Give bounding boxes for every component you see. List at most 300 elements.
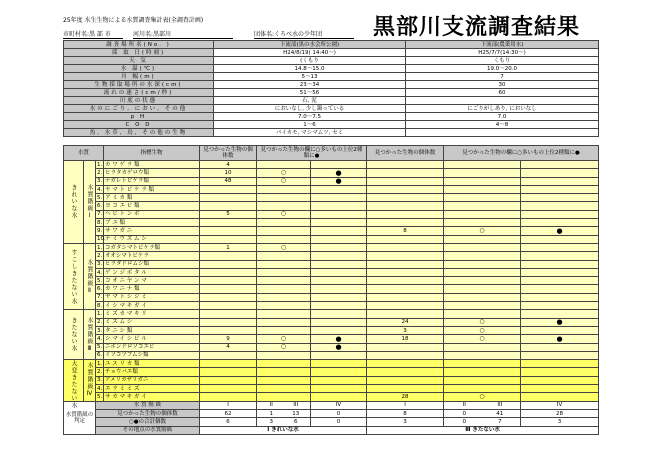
site1-found-mark: ○: [257, 343, 311, 351]
site1-count: [200, 285, 257, 293]
site1-top-mark: [311, 393, 367, 401]
judge-value: III: [293, 402, 299, 409]
quality-grade: 水質階級Ⅲ: [84, 310, 96, 360]
site1-found-mark: [257, 219, 311, 227]
site2-count: 18: [367, 335, 444, 343]
site2-found-mark: [444, 243, 521, 251]
site2-top-mark: [521, 219, 599, 227]
quality-name: すこしきたない水: [64, 243, 84, 309]
site1-count: 10: [200, 169, 257, 177]
site1-count: [200, 219, 257, 227]
site2-top-mark: [521, 161, 599, 169]
species-name: サ ワ ガ ニ: [104, 227, 200, 235]
site1-count: 9: [200, 335, 257, 343]
site1-top-mark: [311, 285, 367, 293]
site2-count: [367, 161, 444, 169]
site2-found-mark: [444, 368, 521, 376]
survey-site1-value: においなし, 少し濁っている: [214, 105, 406, 113]
survey-row: [64, 49, 599, 57]
site1-found-mark: [257, 376, 311, 384]
judge-value-pair: [444, 418, 521, 426]
site1-found-mark: [257, 285, 311, 293]
survey-table: [63, 40, 599, 137]
site2-top-mark: [521, 343, 599, 351]
judge-value: II: [462, 402, 466, 409]
survey-site1-value: 7.0～7.5: [214, 113, 406, 121]
species-row: [64, 161, 599, 169]
site2-found-mark: [444, 360, 521, 368]
judge-value-pair: [257, 418, 311, 426]
group-label: 団体名:くろべ水の少年団: [254, 29, 354, 39]
judge-value: 41: [496, 410, 504, 417]
species-name: カ ワ ニ ナ 類: [104, 285, 200, 293]
survey-site1-value: H24/8/19( 14:40～): [214, 49, 406, 57]
site1-count: [200, 260, 257, 268]
site2-count: [367, 177, 444, 185]
site1-top-mark: [311, 227, 367, 235]
judge-value: 3: [367, 418, 444, 426]
site1-found-mark: ○: [257, 243, 311, 251]
judge-value: 0: [311, 418, 367, 426]
judge-value: I: [200, 401, 257, 409]
judge-value: 28: [521, 409, 599, 417]
species-row: [64, 268, 599, 276]
judge-value: 0: [311, 409, 367, 417]
species-no: 2.: [97, 252, 103, 259]
species-row: [64, 318, 599, 326]
site1-count: [200, 393, 257, 401]
survey-site2-value: [406, 97, 599, 105]
site2-found-mark: [444, 351, 521, 359]
site1-found-mark: [257, 252, 311, 260]
judge-value: 8: [367, 409, 444, 417]
species-row: [64, 368, 599, 376]
survey-site1-value: バイカモ, マシマムツ, セミ: [214, 129, 406, 137]
site1-found-mark: [257, 194, 311, 202]
species-row: [64, 285, 599, 293]
site2-count: [367, 285, 444, 293]
survey-row-label: 水のにごり, におい, その他: [64, 105, 214, 113]
site1-top-mark: [311, 260, 367, 268]
survey-row-label: 川 幅(m): [64, 73, 214, 81]
site2-top-mark: [521, 376, 599, 384]
species-no: 8.: [97, 302, 103, 309]
site1-found-mark: [257, 202, 311, 210]
site2-found-mark: [444, 235, 521, 243]
site2-count: [367, 343, 444, 351]
site1-count: [200, 252, 257, 260]
site1-top-mark: [311, 210, 367, 218]
site1-found-mark: [257, 161, 311, 169]
survey-site2-value: 60: [406, 89, 599, 97]
judge-value-pair: [257, 401, 311, 409]
site2-top-mark: [521, 177, 599, 185]
judge-row-label: 水 質 階 級: [96, 401, 200, 409]
site1-count: [200, 368, 257, 376]
indicator-header-row: [64, 146, 599, 161]
species-name: シ マ イ シ ビ ル: [104, 335, 200, 343]
site2-top-mark: [521, 368, 599, 376]
judge-value: 6: [200, 418, 257, 426]
site1-count: [200, 227, 257, 235]
site2-header: 下流部(農業用水): [406, 41, 599, 49]
quality-header: 水質: [64, 146, 104, 161]
site2-found-mark: [444, 285, 521, 293]
species-name: ゲ ン ジ ボ タ ル: [104, 268, 200, 276]
survey-site1-value: 5～13: [214, 73, 406, 81]
survey-site2-value: 4～8: [406, 121, 599, 129]
survey-row: [64, 81, 599, 89]
species-name: ヤ マ ト シ ジ ミ: [104, 293, 200, 301]
site2-found-mark: [444, 385, 521, 393]
species-no: 1.: [97, 244, 103, 251]
site2-count: [367, 385, 444, 393]
survey-site2-value: 7.0: [406, 113, 599, 121]
site1-top-mark: [311, 310, 367, 318]
judge-value: 0: [462, 418, 466, 425]
site2-found-mark: [444, 161, 521, 169]
river-label: 河川名:黒部川: [133, 29, 233, 39]
species-no: 2.: [97, 319, 103, 326]
species-no: 7.: [97, 211, 103, 218]
indicator-table: [63, 145, 599, 435]
site2-found-mark: [444, 185, 521, 193]
site1-found-mark: [257, 268, 311, 276]
site2-top-mark: ●: [521, 227, 599, 235]
survey-header-row: [64, 41, 599, 49]
species-header: 指標生物: [104, 146, 200, 161]
species-no: 1.: [97, 360, 103, 367]
survey-row-label: 川底の状態: [64, 97, 214, 105]
survey-row-label: 天 気: [64, 57, 214, 65]
species-no: 3.: [97, 327, 103, 334]
top-header-1: 見つかった生物の欄に○多いもの上位2種類に●: [257, 146, 367, 161]
judge-row: [64, 409, 599, 417]
site1-count: [200, 302, 257, 310]
species-row: [64, 210, 599, 218]
site2-count: 3: [367, 326, 444, 334]
judge-value: 62: [200, 409, 257, 417]
site1-count: [200, 293, 257, 301]
survey-site2-value: 7: [406, 73, 599, 81]
site1-found-mark: [257, 385, 311, 393]
survey-row: [64, 129, 599, 137]
species-no: 3.: [97, 377, 103, 384]
survey-row-label: 採 取 日(時刻): [64, 49, 214, 57]
site1-top-mark: [311, 360, 367, 368]
species-name: ミ ズ カ マ キ リ: [104, 310, 200, 318]
judge-row-label: 見つかった生物の個体数: [96, 409, 200, 417]
count-header-1: 見つかった生物の個体数: [200, 146, 257, 161]
species-no: 2.: [97, 169, 103, 176]
site2-found-mark: [444, 210, 521, 218]
site2-top-mark: [521, 310, 599, 318]
site2-count: [367, 351, 444, 359]
site1-top-mark: [311, 293, 367, 301]
quality-name: きれいな水: [64, 161, 84, 244]
species-name: ヘ ビ ト ン ボ: [104, 210, 200, 218]
species-row: [64, 310, 599, 318]
site1-count: [200, 268, 257, 276]
species-row: [64, 293, 599, 301]
site2-found-mark: ○: [444, 326, 521, 334]
species-no: 4.: [97, 269, 103, 276]
species-name: ヒラタカゲロウ類: [104, 169, 200, 177]
species-name: ユ ス リ カ 類: [104, 360, 200, 368]
site2-top-mark: [521, 302, 599, 310]
site2-count: 28: [367, 393, 444, 401]
species-no: 10.: [97, 236, 106, 243]
site1-header: 下流部(黒の水会所公園): [214, 41, 406, 49]
species-name: ニホンドロソコエビ: [104, 343, 200, 351]
site1-count: 4: [200, 161, 257, 169]
site2-count: [367, 376, 444, 384]
site2-count: [367, 202, 444, 210]
survey-row: [64, 121, 599, 129]
judge-value-pair: [257, 409, 311, 417]
species-no: 6.: [97, 352, 103, 359]
site2-count: [367, 260, 444, 268]
survey-site1-value: 石, 泥: [214, 97, 406, 105]
species-name: タ ニ シ 類: [104, 326, 200, 334]
judge-value: 7: [498, 418, 502, 425]
species-name: イソコツブムシ類: [104, 351, 200, 359]
species-row: [64, 235, 599, 243]
site1-count: [200, 277, 257, 285]
site1-found-mark: ○: [257, 177, 311, 185]
site1-top-mark: [311, 326, 367, 334]
site1-top-mark: [311, 351, 367, 359]
survey-row: [64, 57, 599, 65]
species-row: [64, 169, 599, 177]
survey-row-label: 魚, 水草, 鳥, その他の生物: [64, 129, 214, 137]
site1-count: [200, 185, 257, 193]
site1-top-mark: ●: [311, 177, 367, 185]
survey-site1-value: 51～56: [214, 89, 406, 97]
site2-found-mark: [444, 302, 521, 310]
species-row: [64, 185, 599, 193]
species-no: 1.: [97, 310, 103, 317]
species-name: ヤ マ ト ビ ケ ラ 類: [104, 185, 200, 193]
site2-found-mark: [444, 376, 521, 384]
site1-found-mark: [257, 260, 311, 268]
quality-name: 大変きたない水: [64, 360, 84, 401]
species-no: 3.: [97, 178, 103, 185]
species-name: ヨ コ エ ビ 類: [104, 202, 200, 210]
judge-result-label: その地点の水質階級: [96, 426, 200, 434]
site1-top-mark: [311, 185, 367, 193]
judge-value: 13: [292, 410, 300, 417]
survey-row: [64, 89, 599, 97]
judge-value: III: [497, 402, 503, 409]
survey-row-label: C O D: [64, 121, 214, 129]
site2-top-mark: ●: [521, 335, 599, 343]
species-row: [64, 335, 599, 343]
site1-found-mark: [257, 310, 311, 318]
species-row: [64, 393, 599, 401]
species-no: 4.: [97, 385, 103, 392]
site2-count: [367, 243, 444, 251]
site2-count: [367, 368, 444, 376]
site1-found-mark: [257, 351, 311, 359]
site2-found-mark: ○: [444, 335, 521, 343]
site2-found-mark: [444, 268, 521, 276]
survey-row: [64, 65, 599, 73]
judge-value: 3: [521, 418, 599, 426]
species-name: ミ ズ ム シ: [104, 318, 200, 326]
page-title: 黒部川支流調査結果: [373, 15, 581, 40]
site2-count: [367, 235, 444, 243]
species-row: [64, 194, 599, 202]
site2-found-mark: ○: [444, 227, 521, 235]
site2-found-mark: ○: [444, 318, 521, 326]
survey-site2-value: にごりがしあり, においなし: [406, 105, 599, 113]
survey-row-label: 生物採取場所の水深(cm): [64, 81, 214, 89]
quality-grade: 水質階級Ⅳ: [84, 360, 96, 401]
judge-label: 水質階級の判定: [64, 401, 96, 434]
quality-name: きたない水: [64, 310, 84, 360]
site1-top-mark: [311, 385, 367, 393]
survey-site1-value: 23～34: [214, 81, 406, 89]
site2-top-mark: [521, 293, 599, 301]
species-no: 6.: [97, 286, 103, 293]
site1-count: [200, 360, 257, 368]
site1-top-mark: [311, 194, 367, 202]
site2-found-mark: [444, 202, 521, 210]
judge-result-row: [64, 426, 599, 434]
site2-top-mark: [521, 169, 599, 177]
site2-top-mark: [521, 260, 599, 268]
species-row: [64, 360, 599, 368]
species-name: カ ワ ゲ ラ 類: [104, 161, 200, 169]
site2-top-mark: [521, 351, 599, 359]
site2-found-mark: [444, 177, 521, 185]
judge-value-pair: [444, 409, 521, 417]
site1-found-mark: [257, 227, 311, 235]
site1-count: [200, 202, 257, 210]
site1-count: 5: [200, 210, 257, 218]
site1-top-mark: [311, 202, 367, 210]
site1-top-mark: ●: [311, 169, 367, 177]
site1-top-mark: [311, 376, 367, 384]
top-header-2: 見つかった生物の欄に○多いもの上位2種類に●: [444, 146, 599, 161]
species-no: 1.: [97, 161, 103, 168]
species-name: サ カ マ キ ガ イ: [104, 393, 200, 401]
site1-top-mark: ●: [311, 335, 367, 343]
site1-top-mark: [311, 243, 367, 251]
quality-grade: 水質階級Ⅰ: [84, 161, 96, 244]
species-no: 9.: [97, 228, 103, 235]
species-no: 5.: [97, 194, 103, 201]
species-name: コガタシマトビケラ類: [104, 243, 200, 251]
species-name: ヒラタドロムシ類: [104, 260, 200, 268]
species-row: [64, 227, 599, 235]
site1-top-mark: [311, 235, 367, 243]
site1-top-mark: [311, 161, 367, 169]
site1-top-mark: [311, 302, 367, 310]
species-no: 6.: [97, 203, 103, 210]
species-row: [64, 243, 599, 251]
survey-site2-value: 19.0～20.0: [406, 65, 599, 73]
site1-count: [200, 351, 257, 359]
site2-top-mark: [521, 210, 599, 218]
judge-value: I: [367, 401, 444, 409]
site2-count: [367, 360, 444, 368]
site2-found-mark: [444, 310, 521, 318]
survey-site2-value: [406, 129, 599, 137]
site1-top-mark: [311, 252, 367, 260]
survey-site1-value: 1～6: [214, 121, 406, 129]
city-label: 市町村名:黒 部 市: [63, 29, 123, 39]
site2-top-mark: [521, 202, 599, 210]
judge-row: [64, 418, 599, 426]
site2-top-mark: [521, 360, 599, 368]
site1-found-mark: ○: [257, 169, 311, 177]
site2-top-mark: [521, 385, 599, 393]
site2-count: [367, 185, 444, 193]
site2-top-mark: [521, 326, 599, 334]
species-no: 5.: [97, 277, 103, 284]
species-name: ア ミ カ 類: [104, 194, 200, 202]
site2-found-mark: [444, 293, 521, 301]
site2-result: Ⅲ きたない水: [367, 426, 599, 434]
site2-top-mark: [521, 243, 599, 251]
species-row: [64, 351, 599, 359]
species-no: 3.: [97, 261, 103, 268]
species-row: [64, 252, 599, 260]
quality-grade: 水質階級Ⅱ: [84, 243, 96, 309]
species-row: [64, 302, 599, 310]
site2-top-mark: [521, 277, 599, 285]
judge-row: [64, 401, 599, 409]
survey-row: [64, 97, 599, 105]
site1-found-mark: [257, 360, 311, 368]
site1-count: [200, 194, 257, 202]
site1-top-mark: [311, 368, 367, 376]
site1-top-mark: [311, 318, 367, 326]
species-no: 4.: [97, 186, 103, 193]
species-name: イ シ マ キ ガ イ: [104, 302, 200, 310]
site1-count: 48: [200, 177, 257, 185]
site2-top-mark: [521, 393, 599, 401]
site2-count: [367, 252, 444, 260]
count-header-2: 見つかった生物の個体数: [367, 146, 444, 161]
species-no: 8.: [97, 219, 103, 226]
site1-top-mark: ●: [311, 343, 367, 351]
site1-top-mark: [311, 219, 367, 227]
species-name: アメリカザリガニ: [104, 376, 200, 384]
site2-count: [367, 169, 444, 177]
site2-top-mark: [521, 252, 599, 260]
species-name: エ ラ ミ ミ ズ: [104, 385, 200, 393]
survey-row-label: 流れの速さ(cm/秒): [64, 89, 214, 97]
site2-found-mark: ○: [444, 393, 521, 401]
site1-count: [200, 326, 257, 334]
site2-top-mark: [521, 268, 599, 276]
judge-row-label: ○●の合計個数: [96, 418, 200, 426]
site1-count: [200, 376, 257, 384]
site2-count: [367, 219, 444, 227]
site1-found-mark: [257, 293, 311, 301]
site2-top-mark: [521, 194, 599, 202]
site2-found-mark: [444, 219, 521, 227]
species-name: コ オ ニ ヤ ン マ: [104, 277, 200, 285]
judge-value: 3: [269, 418, 274, 425]
site1-found-mark: ○: [257, 210, 311, 218]
species-no: 2.: [97, 369, 103, 376]
judge-value: 1: [269, 410, 274, 417]
species-row: [64, 376, 599, 384]
